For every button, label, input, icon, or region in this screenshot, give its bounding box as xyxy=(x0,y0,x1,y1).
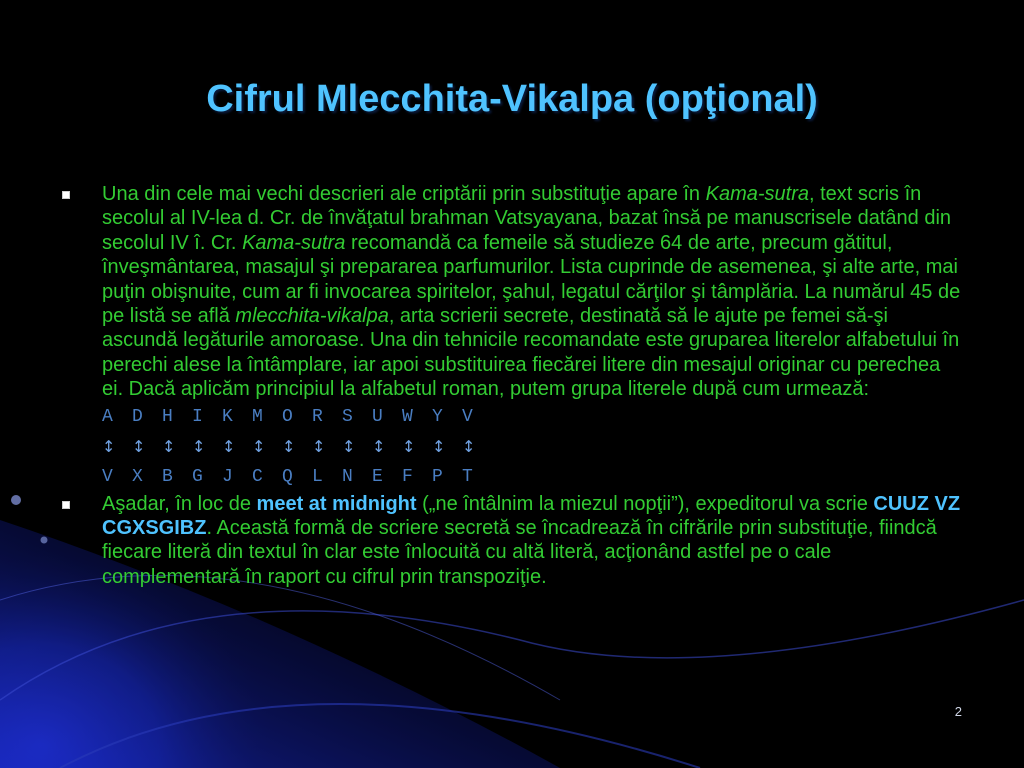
paragraph-2-text-2: („ne întâlnim la miezul nopţii”), expeditorul va scrie xyxy=(416,492,874,515)
updown-arrow-icon: ↕ xyxy=(252,436,267,456)
slide-body xyxy=(62,182,962,589)
bullet-paragraph-1 xyxy=(62,182,962,402)
cipher-letter: X xyxy=(132,466,144,487)
updown-arrow-icon: ↕ xyxy=(372,436,387,456)
paragraph-1-text-4: , arta scrierii secrete, destinată să le ajute pe femei să-şi ascundă legăturile amoroase. Una din tehnicile recomandate este gruparea literelor alfabetului în perechi alese la întâmplare, iar apoi substituirea fiecărei litere din mesajul originar cu perechea ei. Dacă aplicăm principiul la alfabetul roman, putem grupa literele după cum urmează: xyxy=(102,305,960,401)
cipher-letter: N xyxy=(342,466,354,487)
square-bullet-icon xyxy=(62,191,70,199)
cipher-letter: W xyxy=(402,406,414,427)
slide-title: Cifrul Mlecchita-Vikalpa (opţional) xyxy=(206,78,818,120)
cipher-letter: P xyxy=(432,466,444,487)
cipher-row-top xyxy=(102,402,962,432)
cipher-letter: Y xyxy=(432,406,444,427)
cipher-letter: V xyxy=(462,406,474,427)
square-bullet-icon xyxy=(62,501,70,509)
cipher-letter: K xyxy=(222,406,234,427)
updown-arrow-icon: ↕ xyxy=(222,436,237,456)
paragraph-1-text-2: , text scris în secolul al IV-lea d. Cr. de învăţatul brahman Vatsyayana, bazat însă pe manuscrisele datând din secolul IV î. Cr. xyxy=(102,183,952,254)
cipher-letter: M xyxy=(252,406,264,427)
cipher-letter: A xyxy=(102,406,114,427)
updown-arrow-icon: ↕ xyxy=(462,436,477,456)
cipher-letter: J xyxy=(222,466,234,487)
cipher-row-bottom xyxy=(102,462,962,492)
paragraph-1-italic-3: mlecchita-vikalpa xyxy=(235,305,389,328)
paragraph-2-text-1: Aşadar, în loc de xyxy=(102,492,257,515)
updown-arrow-icon: ↕ xyxy=(282,436,297,456)
updown-arrow-icon: ↕ xyxy=(342,436,357,456)
cipher-letter: L xyxy=(312,466,324,487)
updown-arrow-icon: ↕ xyxy=(162,436,177,456)
cipher-letter: E xyxy=(372,466,384,487)
cipher-row-arrows xyxy=(102,432,962,462)
cipher-letter: I xyxy=(192,406,204,427)
paragraph-1-italic-2: Kama-sutra xyxy=(242,231,346,254)
ciphertext-example: CUUZ VZ CGXSGIBZ xyxy=(102,492,961,540)
cipher-letter: H xyxy=(162,406,174,427)
bullet-paragraph-2 xyxy=(62,492,962,590)
cipher-letter: R xyxy=(312,406,324,427)
cipher-letter: G xyxy=(192,466,204,487)
cipher-letter: S xyxy=(342,406,354,427)
cipher-letter: Q xyxy=(282,466,294,487)
cipher-letter: D xyxy=(132,406,144,427)
updown-arrow-icon: ↕ xyxy=(432,436,447,456)
cipher-letter: T xyxy=(462,466,474,487)
updown-arrow-icon: ↕ xyxy=(402,436,417,456)
paragraph-1-italic-1: Kama-sutra xyxy=(705,183,809,205)
paragraph-2-text-3: . Această formă de scriere secretă se încadrează în cifrările prin substituţie, fiindcă fiecare literă din textul în clar este înlocuită cu altă literă, acţionând astfel pe o cale complementară în raport cu cifrul prin transpoziţie. xyxy=(102,517,937,588)
updown-arrow-icon: ↕ xyxy=(102,436,117,456)
paragraph-1-text-1: Una din cele mai vechi descrieri ale criptării prin substituţie apare în xyxy=(102,183,706,205)
plaintext-example: meet at midnight xyxy=(256,492,417,515)
updown-arrow-icon: ↕ xyxy=(192,436,207,456)
cipher-letter: O xyxy=(282,406,294,427)
cipher-letter: U xyxy=(372,406,384,427)
updown-arrow-icon: ↕ xyxy=(132,436,147,456)
cipher-letter: F xyxy=(402,466,414,487)
cipher-letter: B xyxy=(162,466,174,487)
cipher-table xyxy=(62,402,962,492)
page-number: 2 xyxy=(954,704,962,719)
paragraph-1-text-3: recomandă ca femeile să studieze 64 de arte, precum gătitul, înveşmântarea, masajul şi prepararea parfumurilor. Lista cuprinde de asemenea, şi alte arte, mai puţin obişnuite, cum ar fi invocarea spiritelor, şahul, legatul cărţilor şi tâmplăria. La numărul 45 de pe listă se află xyxy=(102,231,961,328)
cipher-letter: V xyxy=(102,466,114,487)
cipher-letter: C xyxy=(252,466,264,487)
updown-arrow-icon: ↕ xyxy=(312,436,327,456)
